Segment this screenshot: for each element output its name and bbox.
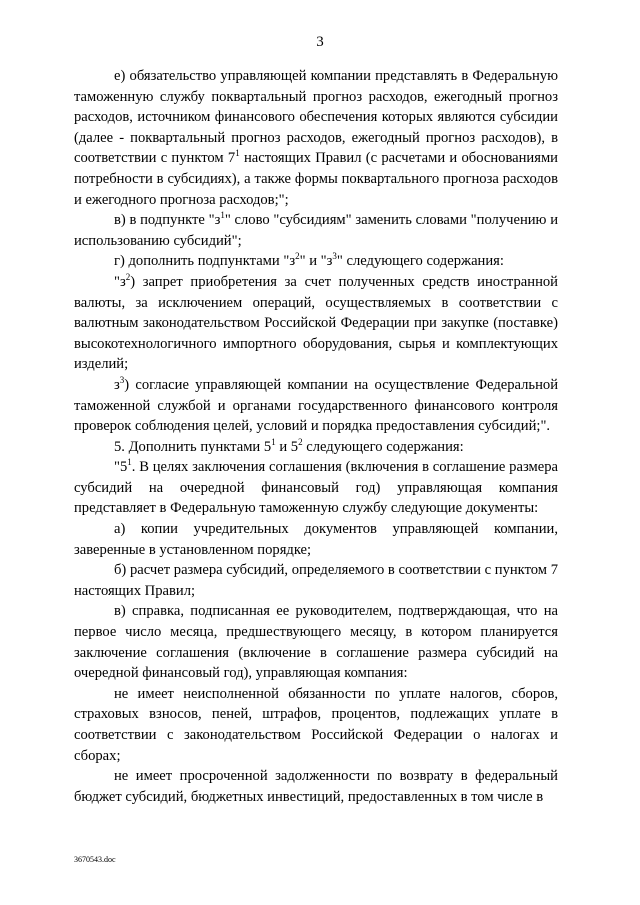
superscript: 3	[332, 251, 337, 262]
paragraph-text: . В целях заключения соглашения (включения в соглашение размера субсидий на очередной финансовый год) управляющая компания представляет в Федеральную таможенную службу следующие документы:	[74, 459, 558, 517]
paragraph-text: " и "з	[299, 253, 333, 270]
paragraph	[74, 375, 558, 437]
paragraph-text: з	[114, 376, 120, 393]
superscript: 2	[295, 251, 300, 262]
paragraph	[74, 437, 558, 458]
paragraph-text: ) согласие управляющей компании на осуществление Федеральной таможенной службой и органами государственного финансового контроля проверок соблюдения целей, условий и порядка предоставления субсидий;".	[74, 376, 558, 435]
paragraph-text: е) обязательство управляющей компании представлять в Федеральную таможенную службу поквартальный прогноз расходов, ежегодный прогноз расходов, источником финансового обеспечения которых являются субсидии (далее - поквартальный прогноз расходов, ежегодный прогноз расходов), в соответствии с пунктом 7	[74, 68, 558, 167]
paragraph-text: настоящих Правил (с расчетами и обоснованиями потребности в субсидиях), а также формы поквартального прогноза расходов и ежегодного прогноза расходов;";	[74, 150, 558, 208]
paragraph	[74, 251, 558, 272]
superscript: 2	[125, 272, 131, 283]
page-number: 3	[316, 34, 324, 50]
paragraph-text: в) справка, подписанная ее руководителем, подтверждающая, что на первое число месяца, предшествующего месяцу, в котором планируется заключение соглашения (включение в соглашение размера субсидий на очередной финансовый год), управляющая компания:	[74, 603, 558, 682]
paragraph-text: б) расчет размера субсидий, определяемого в соответствии с пунктом 7 настоящих Правил;	[74, 562, 558, 599]
paragraph	[74, 210, 558, 251]
paragraph	[74, 519, 558, 560]
superscript: 1	[235, 148, 240, 159]
paragraph-text: "з	[114, 273, 126, 290]
paragraph	[74, 272, 558, 375]
paragraph-text: в) в подпункте "з	[114, 212, 221, 229]
paragraph	[74, 66, 558, 210]
paragraph	[74, 601, 558, 683]
paragraph-text: ) запрет приобретения за счет полученных средств иностранной валюты, за исключением операций, осуществляемых в соответствии с валютным законодательством Российской Федерации при закупке (поставке) высокотехнологичного импортного оборудования, сырья и комплектующих изделий;	[74, 273, 558, 373]
superscript: 1	[220, 210, 225, 221]
document-body	[74, 66, 558, 807]
paragraph-text: не имеет просроченной задолженности по возврату в федеральный бюджет субсидий, бюджетных инвестиций, предоставленных в том числе в	[74, 768, 558, 805]
paragraph-text: не имеет неисполненной обязанности по уплате налогов, сборов, страховых взносов, пеней, штрафов, процентов, подлежащих уплате в соответствии с законодательством Российской Федерации о налогах и сборах;	[74, 685, 558, 764]
superscript: 3	[119, 375, 125, 386]
superscript: 1	[271, 436, 276, 447]
paragraph-text: и 5	[275, 438, 299, 455]
paragraph-text: "5	[114, 459, 128, 476]
paragraph-text: " следующего содержания:	[336, 253, 504, 270]
paragraph	[74, 560, 558, 601]
paragraph-text: а) копии учредительных документов управляющей компании, заверенные в установленном порядке;	[74, 521, 558, 558]
superscript: 1	[127, 457, 132, 468]
paragraph-text: 5. Дополнить пунктами 5	[114, 438, 272, 455]
paragraph-text: г) дополнить подпунктами "з	[114, 253, 296, 270]
paragraph-text: " слово "субсидиям" заменить словами "получению и использованию субсидий";	[74, 212, 559, 249]
superscript: 2	[298, 436, 303, 447]
document-filename: 3670543.doc	[74, 855, 116, 864]
paragraph-text: следующего содержания:	[302, 438, 464, 455]
paragraph	[74, 457, 558, 519]
paragraph	[74, 684, 558, 766]
paragraph	[74, 766, 558, 807]
